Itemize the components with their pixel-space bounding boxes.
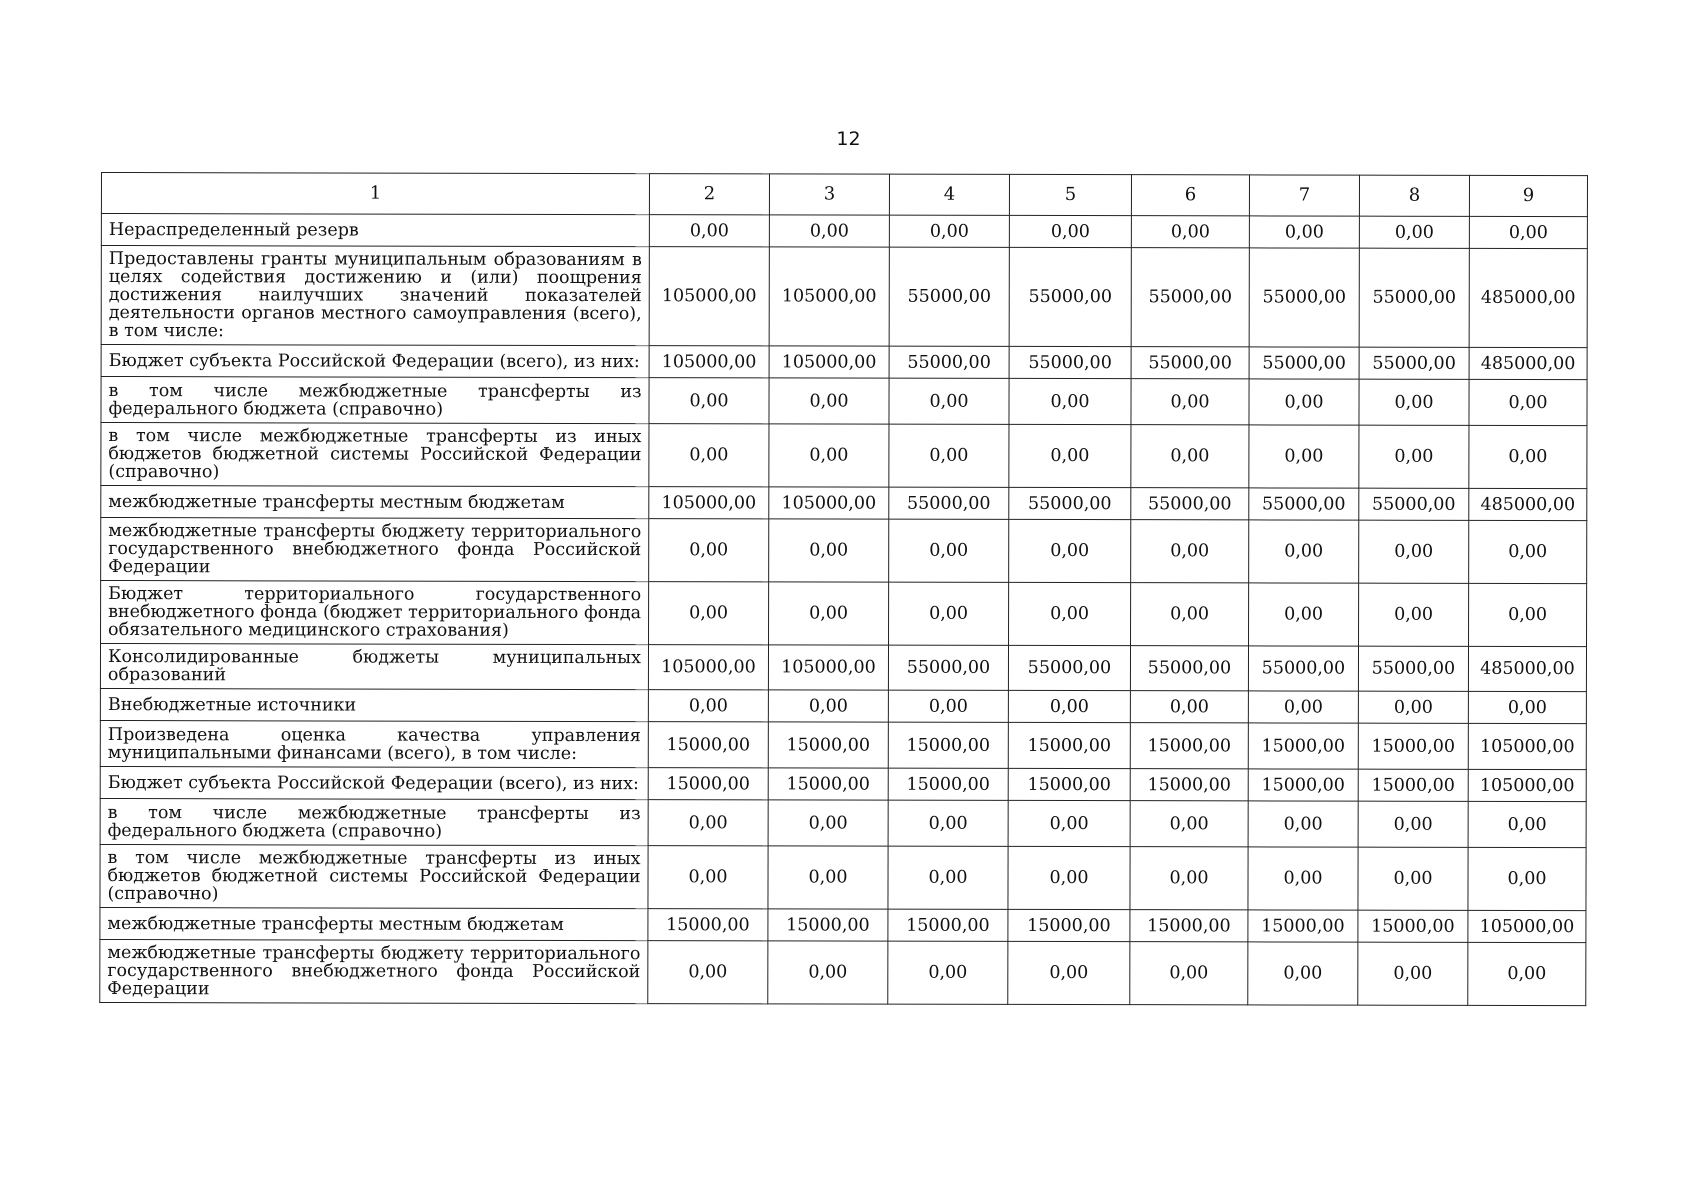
value-cell: 0,00 <box>1248 847 1358 910</box>
table-row <box>100 766 1586 801</box>
row-label: Произведена оценка качества управления муниципальными финансами (всего), в том числе: <box>100 720 648 767</box>
value-cell: 0,00 <box>768 846 888 909</box>
value-cell: 0,00 <box>1359 379 1469 425</box>
value-cell: 105000,00 <box>649 346 769 378</box>
table-row <box>101 423 1587 489</box>
table-row <box>101 214 1587 249</box>
value-cell: 485000,00 <box>1469 248 1587 347</box>
value-cell: 0,00 <box>1131 216 1249 248</box>
value-cell: 0,00 <box>1248 691 1358 723</box>
value-cell: 55000,00 <box>888 645 1008 690</box>
row-label: межбюджетные трансферты бюджету территориального государственного внебюджетного фонда Российской Федерации <box>100 939 648 1003</box>
row-label: межбюджетные трансферты местным бюджетам <box>101 486 649 519</box>
value-cell: 0,00 <box>1359 583 1469 646</box>
value-cell: 15000,00 <box>1358 723 1468 769</box>
value-cell: 0,00 <box>1008 846 1130 909</box>
table-row <box>100 644 1586 692</box>
value-cell: 0,00 <box>1248 942 1358 1005</box>
value-cell: 485000,00 <box>1468 646 1586 691</box>
header-cell: 4 <box>889 174 1009 215</box>
value-cell: 0,00 <box>1468 942 1586 1005</box>
value-cell: 0,00 <box>1009 215 1131 247</box>
value-cell: 0,00 <box>1249 425 1359 488</box>
header-cell: 6 <box>1131 175 1249 216</box>
table-row <box>100 844 1586 910</box>
value-cell: 55000,00 <box>1009 247 1131 346</box>
value-cell: 55000,00 <box>1008 645 1130 690</box>
value-cell: 0,00 <box>649 215 769 247</box>
value-cell: 55000,00 <box>1131 347 1249 379</box>
table-row <box>101 377 1587 426</box>
value-cell: 15000,00 <box>888 909 1008 941</box>
value-cell: 0,00 <box>1249 216 1359 248</box>
table-row <box>100 907 1586 942</box>
row-label: Бюджет субъекта Российской Федерации (всего), из них: <box>100 766 648 799</box>
value-cell: 0,00 <box>1358 801 1468 847</box>
value-cell: 0,00 <box>769 519 889 582</box>
table-row <box>101 581 1587 647</box>
header-cell: 8 <box>1359 175 1469 216</box>
value-cell: 55000,00 <box>889 247 1009 346</box>
value-cell: 15000,00 <box>1008 768 1130 800</box>
value-cell: 55000,00 <box>1131 488 1249 520</box>
table-row <box>101 486 1587 521</box>
value-cell: 0,00 <box>768 941 888 1004</box>
value-cell: 15000,00 <box>648 722 768 768</box>
value-cell: 55000,00 <box>1248 646 1358 691</box>
value-cell: 15000,00 <box>888 768 1008 800</box>
value-cell: 0,00 <box>648 846 768 909</box>
value-cell: 15000,00 <box>768 722 888 768</box>
value-cell: 55000,00 <box>1131 248 1249 347</box>
value-cell: 105000,00 <box>1468 769 1586 801</box>
row-label: Нераспределенный резерв <box>101 214 649 247</box>
value-cell: 0,00 <box>1008 690 1130 722</box>
value-cell: 0,00 <box>649 378 769 424</box>
value-cell: 0,00 <box>889 378 1009 424</box>
value-cell: 15000,00 <box>1248 723 1358 769</box>
header-cell: 1 <box>101 173 649 215</box>
value-cell: 0,00 <box>1468 691 1586 723</box>
value-cell: 0,00 <box>1131 520 1249 583</box>
value-cell: 0,00 <box>1131 425 1249 488</box>
value-cell: 0,00 <box>1469 583 1587 646</box>
value-cell: 0,00 <box>1358 691 1468 723</box>
page-number: 12 <box>836 128 861 150</box>
value-cell: 0,00 <box>769 215 889 247</box>
value-cell: 0,00 <box>649 519 769 582</box>
header-cell: 7 <box>1249 175 1359 216</box>
row-label: Предоставлены гранты муниципальным образованиям в целях содействия достижению и (или) поощрения достижения наилучших значений показателей деятельности органов местного самоуправления (всего), в том числе: <box>101 246 649 346</box>
value-cell: 0,00 <box>1131 583 1249 646</box>
budget-table <box>99 172 1588 1006</box>
value-cell: 105000,00 <box>1468 910 1586 942</box>
value-cell: 0,00 <box>889 424 1009 487</box>
value-cell: 0,00 <box>1469 520 1587 583</box>
value-cell: 0,00 <box>1469 379 1587 425</box>
value-cell: 55000,00 <box>1249 488 1359 520</box>
value-cell: 0,00 <box>1009 424 1131 487</box>
value-cell: 55000,00 <box>1359 248 1469 347</box>
value-cell: 15000,00 <box>1358 910 1468 942</box>
value-cell: 55000,00 <box>889 487 1009 519</box>
value-cell: 0,00 <box>1469 216 1587 248</box>
value-cell: 0,00 <box>1468 801 1586 847</box>
value-cell: 0,00 <box>1008 800 1130 846</box>
value-cell: 0,00 <box>1009 582 1131 645</box>
row-label: Внебюджетные источники <box>100 688 648 721</box>
table-row <box>100 720 1586 769</box>
value-cell: 105000,00 <box>1468 723 1586 769</box>
value-cell: 55000,00 <box>1009 487 1131 519</box>
value-cell: 0,00 <box>889 582 1009 645</box>
value-cell: 0,00 <box>649 582 769 645</box>
value-cell: 0,00 <box>769 378 889 424</box>
value-cell: 0,00 <box>1358 942 1468 1005</box>
value-cell: 485000,00 <box>1469 347 1587 379</box>
row-label: в том числе межбюджетные трансферты из иных бюджетов бюджетной системы Российской Федерации (справочно) <box>101 423 649 487</box>
value-cell: 0,00 <box>648 941 768 1004</box>
value-cell: 15000,00 <box>888 722 1008 768</box>
value-cell: 485000,00 <box>1469 488 1587 520</box>
value-cell: 0,00 <box>888 846 1008 909</box>
value-cell: 15000,00 <box>648 909 768 941</box>
value-cell: 0,00 <box>1008 941 1130 1004</box>
table-body <box>100 173 1588 1006</box>
value-cell: 55000,00 <box>889 346 1009 378</box>
header-cell: 2 <box>649 174 769 215</box>
value-cell: 0,00 <box>769 582 889 645</box>
row-label: межбюджетные трансферты местным бюджетам <box>100 907 648 940</box>
value-cell: 105000,00 <box>768 645 888 690</box>
table-row <box>101 345 1587 380</box>
value-cell: 0,00 <box>1009 378 1131 424</box>
value-cell: 105000,00 <box>769 487 889 519</box>
value-cell: 55000,00 <box>1130 646 1248 691</box>
value-cell: 0,00 <box>1249 583 1359 646</box>
table-row <box>100 688 1586 723</box>
value-cell: 15000,00 <box>1130 723 1248 769</box>
value-cell: 0,00 <box>1130 691 1248 723</box>
value-cell: 15000,00 <box>1248 769 1358 801</box>
row-label: межбюджетные трансферты бюджету территориального государственного внебюджетного фонда Российской Федерации <box>101 518 649 582</box>
value-cell: 0,00 <box>648 800 768 846</box>
value-cell: 15000,00 <box>1008 722 1130 768</box>
value-cell: 0,00 <box>888 800 1008 846</box>
value-cell: 15000,00 <box>1130 910 1248 942</box>
value-cell: 0,00 <box>648 690 768 722</box>
value-cell: 0,00 <box>1469 425 1587 488</box>
table-row <box>100 798 1586 847</box>
value-cell: 105000,00 <box>769 247 889 346</box>
value-cell: 55000,00 <box>1009 346 1131 378</box>
value-cell: 15000,00 <box>648 768 768 800</box>
table-row <box>101 246 1587 348</box>
value-cell: 105000,00 <box>648 645 768 690</box>
value-cell: 0,00 <box>1359 520 1469 583</box>
value-cell: 0,00 <box>769 424 889 487</box>
value-cell: 0,00 <box>1130 801 1248 847</box>
value-cell: 0,00 <box>768 690 888 722</box>
value-cell: 0,00 <box>888 941 1008 1004</box>
value-cell: 15000,00 <box>768 909 888 941</box>
value-cell: 0,00 <box>889 215 1009 247</box>
value-cell: 0,00 <box>1468 847 1586 910</box>
value-cell: 55000,00 <box>1359 488 1469 520</box>
value-cell: 105000,00 <box>649 247 769 346</box>
value-cell: 55000,00 <box>1249 347 1359 379</box>
row-label: Бюджет территориального государственного внебюджетного фонда (бюджет территориального фонда обязательного медицинского страхования) <box>101 581 649 645</box>
value-cell: 0,00 <box>1130 942 1248 1005</box>
header-cell: 5 <box>1009 174 1131 215</box>
row-label: Бюджет субъекта Российской Федерации (всего), из них: <box>101 345 649 378</box>
value-cell: 0,00 <box>1009 519 1131 582</box>
value-cell: 0,00 <box>1358 847 1468 910</box>
value-cell: 15000,00 <box>1358 769 1468 801</box>
value-cell: 0,00 <box>768 800 888 846</box>
value-cell: 15000,00 <box>768 768 888 800</box>
header-cell: 9 <box>1469 175 1587 216</box>
row-label: в том числе межбюджетные трансферты из федерального бюджета (справочно) <box>100 798 648 845</box>
value-cell: 0,00 <box>888 690 1008 722</box>
value-cell: 15000,00 <box>1130 769 1248 801</box>
value-cell: 0,00 <box>1359 425 1469 488</box>
value-cell: 0,00 <box>1359 216 1469 248</box>
value-cell: 55000,00 <box>1359 347 1469 379</box>
table-row <box>100 939 1586 1005</box>
row-label: Консолидированные бюджеты муниципальных образований <box>100 644 648 690</box>
value-cell: 0,00 <box>1249 379 1359 425</box>
value-cell: 105000,00 <box>769 346 889 378</box>
table-row <box>101 518 1587 584</box>
value-cell: 0,00 <box>889 519 1009 582</box>
value-cell: 105000,00 <box>649 487 769 519</box>
value-cell: 0,00 <box>1248 801 1358 847</box>
row-label: в том числе межбюджетные трансферты из федерального бюджета (справочно) <box>101 377 649 424</box>
row-label: в том числе межбюджетные трансферты из иных бюджетов бюджетной системы Российской Федерации (справочно) <box>100 844 648 908</box>
value-cell: 55000,00 <box>1249 248 1359 347</box>
value-cell: 55000,00 <box>1358 646 1468 691</box>
header-cell: 3 <box>769 174 889 215</box>
value-cell: 0,00 <box>1131 379 1249 425</box>
value-cell: 15000,00 <box>1008 909 1130 941</box>
value-cell: 0,00 <box>1130 847 1248 910</box>
value-cell: 15000,00 <box>1248 910 1358 942</box>
value-cell: 0,00 <box>649 424 769 487</box>
header-row <box>101 173 1587 217</box>
value-cell: 0,00 <box>1249 520 1359 583</box>
